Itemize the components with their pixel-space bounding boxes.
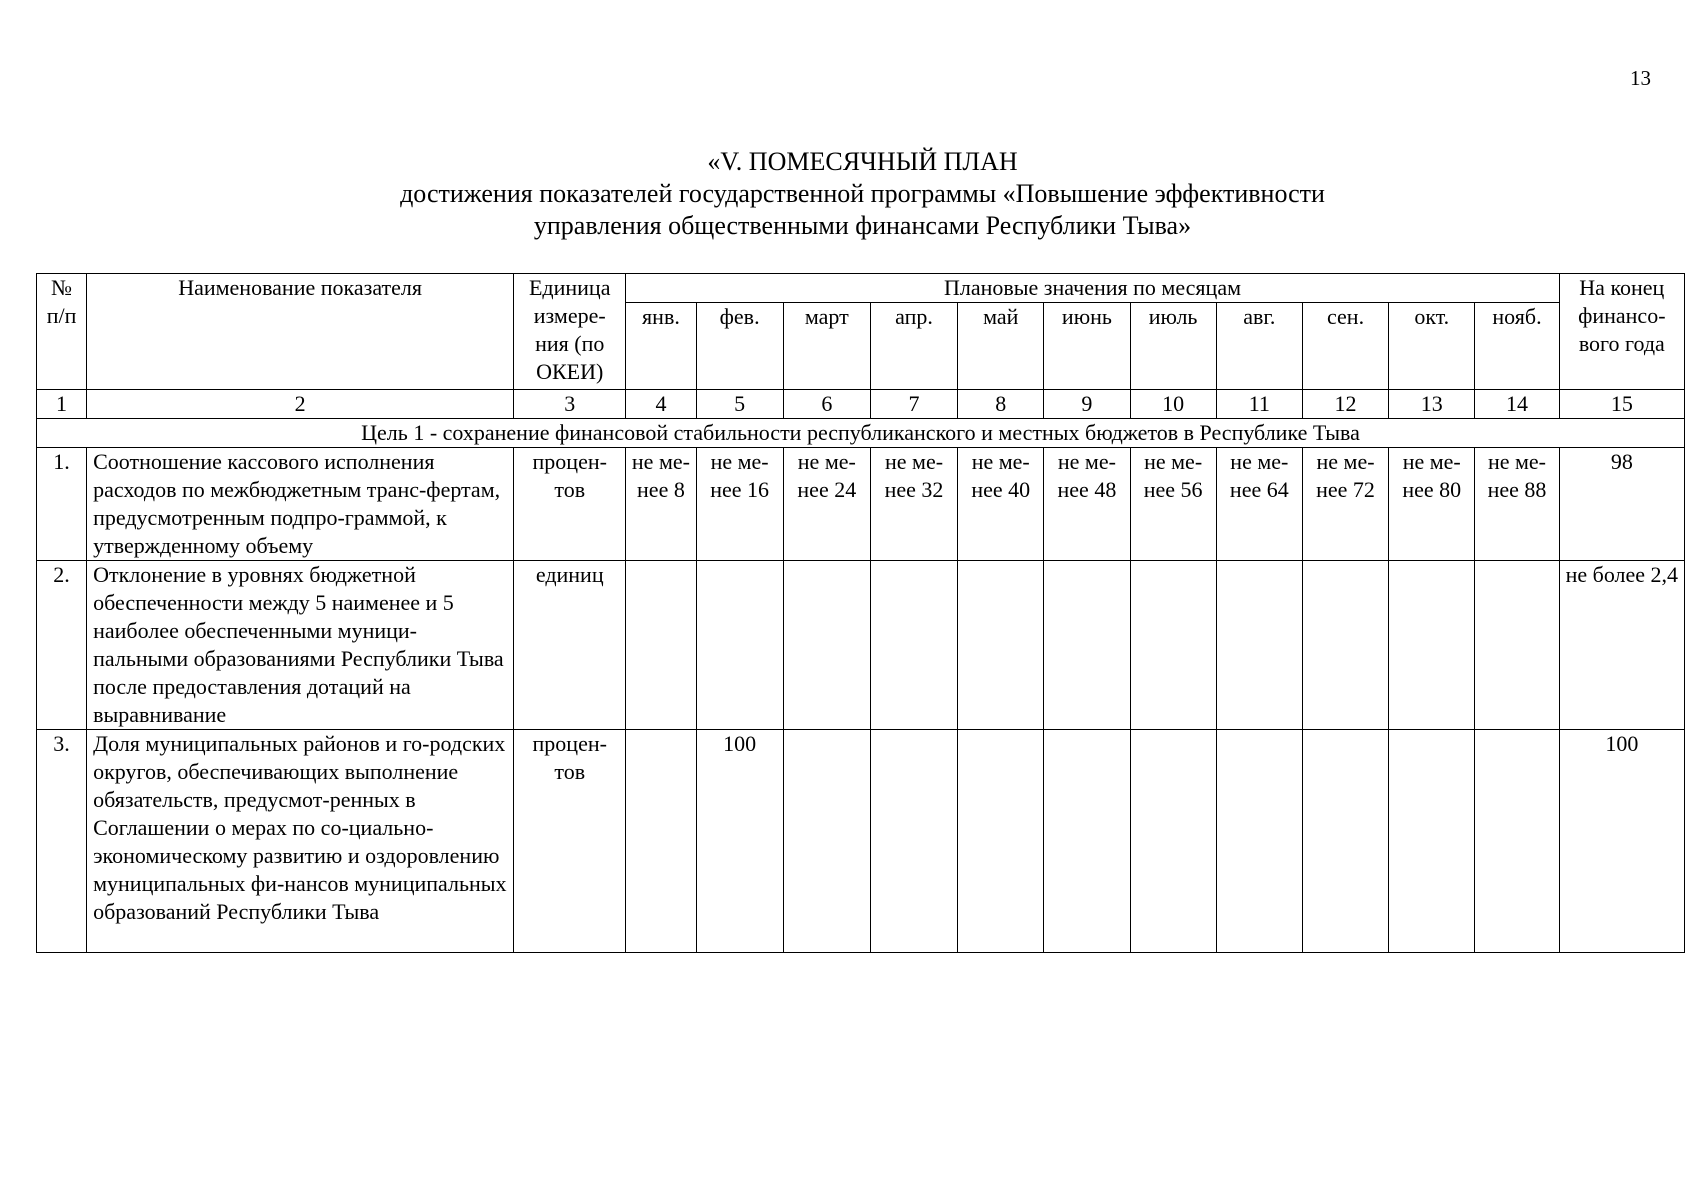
header-month: окт. — [1389, 303, 1475, 390]
month-value — [1130, 730, 1216, 953]
header-row — [37, 274, 1685, 303]
month-value: не ме-нее 48 — [1044, 448, 1130, 561]
month-value — [1302, 730, 1388, 953]
month-value — [783, 730, 870, 953]
table-row — [37, 448, 1685, 561]
column-number: 14 — [1475, 390, 1559, 419]
header-name: Наименование показателя — [87, 274, 514, 390]
month-value — [783, 561, 870, 730]
header-month: июнь — [1044, 303, 1130, 390]
month-value — [1389, 561, 1475, 730]
header-month: нояб. — [1475, 303, 1559, 390]
column-number: 9 — [1044, 390, 1130, 419]
month-value — [1130, 561, 1216, 730]
month-value — [1302, 561, 1388, 730]
unit-cell: единиц — [514, 561, 626, 730]
monthly-plan-table — [36, 273, 1685, 953]
month-value: не ме-нее 80 — [1389, 448, 1475, 561]
header-month: авг. — [1216, 303, 1302, 390]
goal-text: Цель 1 - сохранение финансовой стабильности республиканского и местных бюджетов в Республике Тыва — [37, 419, 1685, 448]
header-monthly-group: Плановые значения по месяцам — [626, 274, 1559, 303]
column-number: 11 — [1216, 390, 1302, 419]
header-unit: Единица измере-ния (по ОКЕИ) — [514, 274, 626, 390]
column-number: 3 — [514, 390, 626, 419]
month-value: не ме-нее 72 — [1302, 448, 1388, 561]
month-value — [1475, 730, 1559, 953]
month-value — [696, 561, 783, 730]
header-month: сен. — [1302, 303, 1388, 390]
column-number: 2 — [87, 390, 514, 419]
column-number: 10 — [1130, 390, 1216, 419]
header-month: май — [958, 303, 1044, 390]
column-number: 12 — [1302, 390, 1388, 419]
month-value — [1216, 561, 1302, 730]
column-number: 8 — [958, 390, 1044, 419]
row-number: 3. — [37, 730, 87, 953]
month-value: не ме-нее 8 — [626, 448, 696, 561]
page-number: 13 — [1630, 66, 1651, 90]
column-number: 13 — [1389, 390, 1475, 419]
header-no: № п/п — [37, 274, 87, 390]
month-value — [1044, 561, 1130, 730]
header-month: июль — [1130, 303, 1216, 390]
row-number: 2. — [37, 561, 87, 730]
month-value: не ме-нее 56 — [1130, 448, 1216, 561]
month-value: не ме-нее 40 — [958, 448, 1044, 561]
month-value — [626, 730, 696, 953]
title-line-3: управления общественными финансами Республики Тыва» — [533, 211, 1192, 240]
column-number: 4 — [626, 390, 696, 419]
year-end-value: 98 — [1559, 448, 1684, 561]
month-value — [870, 561, 957, 730]
month-value: 100 — [696, 730, 783, 953]
month-value — [626, 561, 696, 730]
header-month: март — [783, 303, 870, 390]
header-month: апр. — [870, 303, 957, 390]
indicator-name: Отклонение в уровнях бюджетной обеспеченности между 5 наименее и 5 наиболее обеспеченными муници-пальными образованиями Республики Тыва после предоставления дотаций на выравнивание — [87, 561, 514, 730]
table-row — [37, 730, 1685, 953]
month-value: не ме-нее 16 — [696, 448, 783, 561]
title-line-1: «V. ПОМЕСЯЧНЫЙ ПЛАН — [707, 147, 1018, 176]
column-number: 15 — [1559, 390, 1684, 419]
column-number: 1 — [37, 390, 87, 419]
year-end-value: не более 2,4 — [1559, 561, 1684, 730]
month-value — [870, 730, 957, 953]
goal-row — [37, 419, 1685, 448]
column-numbers-row — [37, 390, 1685, 419]
row-number: 1. — [37, 448, 87, 561]
unit-cell: процен-тов — [514, 448, 626, 561]
month-value — [1044, 730, 1130, 953]
column-number: 7 — [870, 390, 957, 419]
month-value — [1216, 730, 1302, 953]
month-value: не ме-нее 88 — [1475, 448, 1559, 561]
header-year-end: На конец финансо-вого года — [1559, 274, 1684, 390]
header-month: янв. — [626, 303, 696, 390]
month-value — [1475, 561, 1559, 730]
month-value: не ме-нее 24 — [783, 448, 870, 561]
month-value: не ме-нее 64 — [1216, 448, 1302, 561]
month-value — [958, 730, 1044, 953]
column-number: 6 — [783, 390, 870, 419]
header-month: фев. — [696, 303, 783, 390]
title-line-2: достижения показателей государственной программы «Повышение эффективности — [400, 179, 1325, 208]
month-value: не ме-нее 32 — [870, 448, 957, 561]
month-value — [1389, 730, 1475, 953]
indicator-name: Доля муниципальных районов и го-родских округов, обеспечивающих выполнение обязательств, предусмот-ренных в Соглашении о мерах по со-циально-экономическому развитию и оздоровлению муниципальных фи-нансов муниципальных образований Республики Тыва — [87, 730, 514, 953]
column-number: 5 — [696, 390, 783, 419]
indicator-name: Соотношение кассового исполнения расходов по межбюджетным транс-фертам, предусмотренным подпро-граммой, к утвержденному объему — [87, 448, 514, 561]
document-title — [0, 146, 1697, 242]
unit-cell: процен-тов — [514, 730, 626, 953]
year-end-value: 100 — [1559, 730, 1684, 953]
table-row — [37, 561, 1685, 730]
month-value — [958, 561, 1044, 730]
